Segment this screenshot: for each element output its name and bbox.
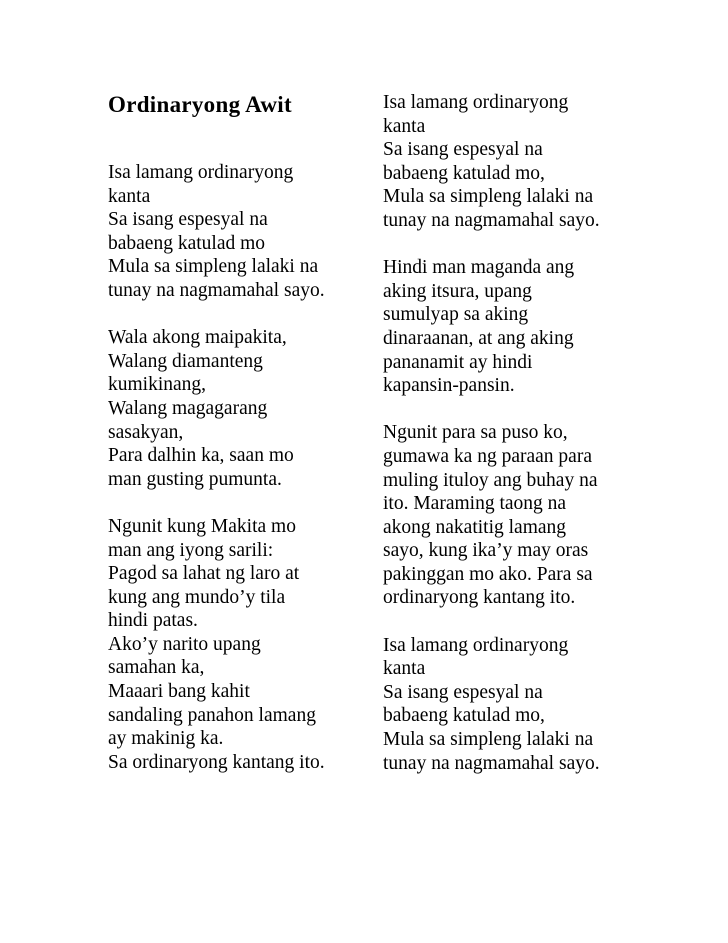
verse-line: Isa lamang ordinaryong [108, 162, 294, 183]
verse-line: sayo, kung ika’y may oras [383, 540, 589, 562]
verse-line: Mula sa simpleng lalaki na [383, 186, 594, 208]
stanza-right-2 [383, 256, 643, 398]
stanza-left-2 [108, 326, 363, 491]
verse-line: Walang diamanteng [108, 350, 263, 372]
verse-line: Wala akong maipakita, [108, 327, 287, 349]
verse-line: Sa isang espesyal na [108, 209, 268, 231]
verse-line: kumikinang, [108, 374, 207, 396]
verse-line: muling ituloy ang buhay na [383, 469, 598, 491]
verse-line: ito. Maraming taong na [383, 493, 567, 515]
verse-line: kapansin-pansin. [383, 375, 515, 397]
right-column [383, 91, 643, 799]
verse-line: samahan ka, [108, 657, 205, 679]
verse-line: tunay na nagmamahal sayo. [383, 209, 600, 231]
verse-line: kanta [383, 658, 426, 680]
verse-line: Sa isang espesyal na [383, 681, 543, 703]
left-column [108, 91, 363, 798]
verse-line: Pagod sa lahat ng laro at [108, 563, 300, 585]
stanza-right-3 [383, 421, 643, 610]
verse-line: pananamit ay hindi [383, 351, 533, 373]
stanza-left-1 [108, 161, 363, 303]
poem-title: Ordinaryong Awit [108, 92, 292, 117]
verse-line: Isa lamang ordinaryong [383, 92, 569, 113]
verse-line: kanta [383, 115, 426, 137]
verse-line: kanta [108, 185, 151, 207]
stanza-right-4 [383, 634, 643, 776]
verse-line: Maaari bang kahit [108, 681, 250, 703]
verse-line: Hindi man maganda ang [383, 257, 575, 279]
verse-line: tunay na nagmamahal sayo. [108, 279, 325, 301]
verse-line: Mula sa simpleng lalaki na [108, 256, 319, 278]
verse-line: gumawa ka ng paraan para [383, 445, 592, 467]
verse-line: Para dalhin ka, saan mo [108, 445, 294, 467]
verse-line: man ang iyong sarili: [108, 539, 274, 561]
verse-line: man gusting pumunta. [108, 468, 282, 490]
verse-line: ay makinig ka. [108, 728, 224, 750]
verse-line: dinaraanan, at ang aking [383, 327, 574, 349]
stanza-left-3 [108, 515, 363, 775]
verse-line: hindi patas. [108, 610, 198, 632]
verse-line: Ngunit para sa puso ko, [383, 422, 568, 444]
verse-line: Ngunit kung Makita mo [108, 515, 296, 537]
verse-line: aking itsura, upang [383, 280, 532, 302]
verse-line: Sa isang espesyal na [383, 139, 543, 161]
verse-line: akong nakatitig lamang [383, 516, 567, 538]
verse-line: Sa ordinaryong kantang ito. [108, 751, 325, 773]
verse-line: tunay na nagmamahal sayo. [383, 752, 600, 774]
verse-line: Walang magagarang [108, 397, 268, 419]
verse-line: kung ang mundo’y tila [108, 586, 286, 608]
verse-line: Mula sa simpleng lalaki na [383, 729, 594, 751]
verse-line: ordinaryong kantang ito. [383, 587, 576, 609]
verse-line: Isa lamang ordinaryong [383, 634, 569, 656]
verse-line: sasakyan, [108, 421, 184, 443]
stanza-right-1 [383, 91, 643, 233]
verse-line: babaeng katulad mo, [383, 705, 545, 727]
verse-line: sumulyap sa aking [383, 304, 529, 326]
verse-line: sandaling panahon lamang [108, 704, 316, 726]
verse-line: pakinggan mo ako. Para sa [383, 563, 593, 585]
verse-line: babaeng katulad mo, [383, 162, 545, 184]
verse-line: Ako’y narito upang [108, 633, 261, 655]
verse-line: babaeng katulad mo [108, 232, 266, 254]
